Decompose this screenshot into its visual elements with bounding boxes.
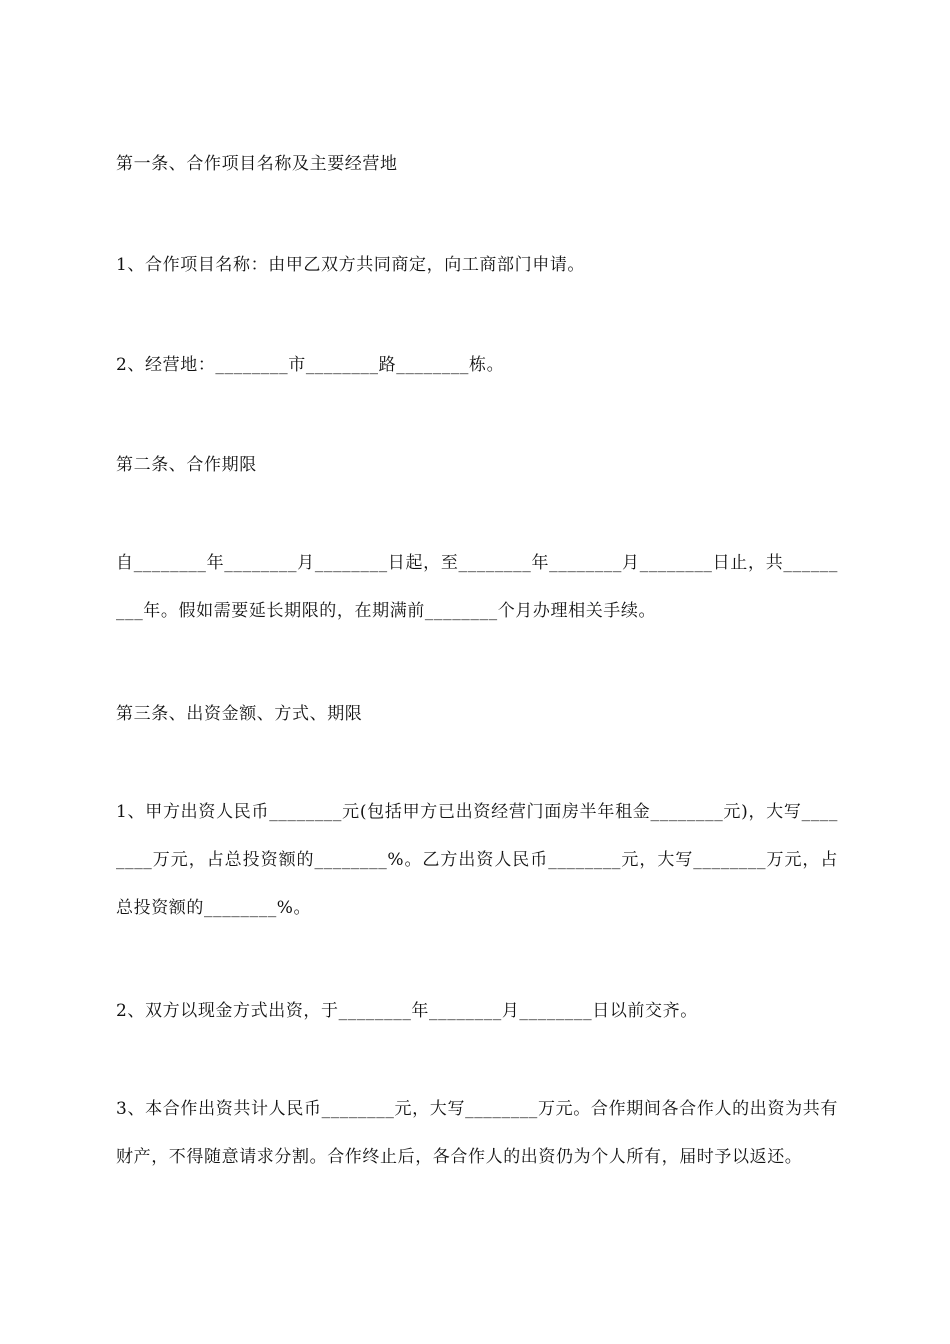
section3-item1: 1、甲方出资人民币________元(包括甲方已出资经营门面房半年租金________元)，大写________万元，占总投资额的________%。乙方出资人民币________元，大写________万元，占总投资额的________%。 <box>116 802 838 918</box>
section1-item1: 1、合作项目名称：由甲乙双方共同商定，向工商部门申请。 <box>116 255 586 275</box>
section3-item2: 2、双方以现金方式出资，于________年________月________日以前交齐。 <box>116 1001 698 1021</box>
section3-heading: 第三条、出资金额、方式、期限 <box>116 704 363 724</box>
section1-item2: 2、经营地：________市________路________栋。 <box>116 355 505 375</box>
section3-item3: 3、本合作出资共计人民币________元，大写________万元。合作期间各合作人的出资为共有财产，不得随意请求分割。合作终止后，各合作人的出资仍为个人所有，届时予以返还。 <box>116 1099 838 1167</box>
section2-heading: 第二条、合作期限 <box>116 455 257 475</box>
section1-heading: 第一条、合作项目名称及主要经营地 <box>116 154 398 174</box>
section2-body: 自________年________月________日起，至________年________月________日止，共_________年。假如需要延长期限的，在期满前________个月办理相关手续。 <box>116 553 838 621</box>
